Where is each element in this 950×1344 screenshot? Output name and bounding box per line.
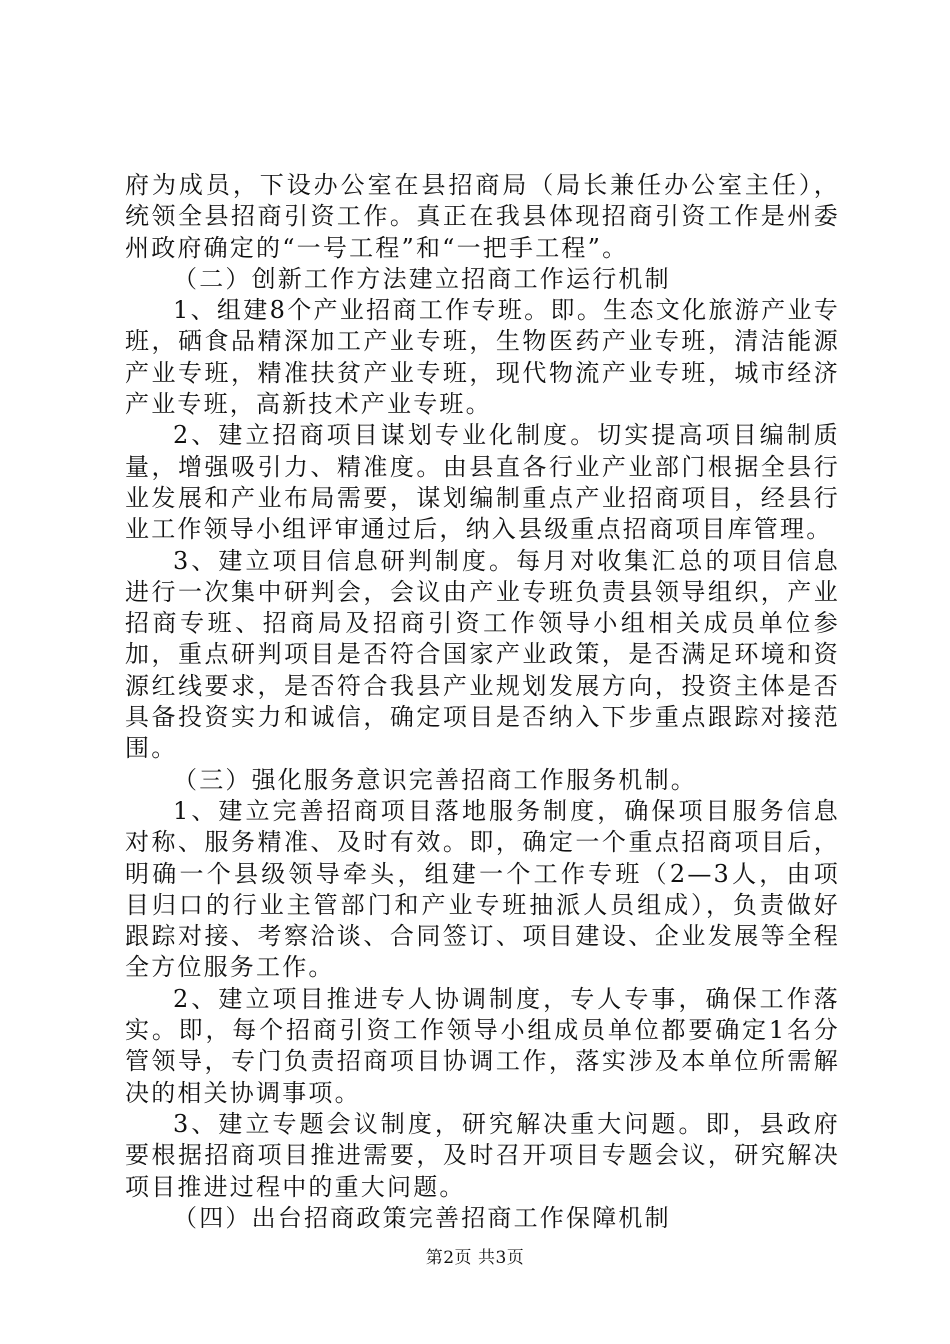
section-heading-3: （三）强化服务意识完善招商工作服务机制。 — [173, 765, 697, 794]
paragraph-item-3-3: 3、建立专题会议制度，研究解决重大问题。即，县政府要根据招商项目推进需要，及时召开项目专题会议，研究解决项目推进过程中的重大问题。 — [125, 1109, 840, 1201]
section-heading-4: （四）出台招商政策完善招商工作保障机制 — [173, 1203, 671, 1232]
paragraph-item-3-1: 1、建立完善招商项目落地服务制度，确保项目服务信息对称、服务精准、及时有效。即，确定一个重点招商项目后，明确一个县级领导牵头，组建一个工作专班（2—3人，由项目归口的行业主管部门和产业专班抽派人员组成），负责做好跟踪对接、考察洽谈、合同签订、项目建设、企业发展等全程全方位服务工作。 — [125, 796, 840, 982]
paragraph-item-2-3: 3、建立项目信息研判制度。每月对收集汇总的项目信息进行一次集中研判会，会议由产业专班负责县领导组织，产业招商专班、招商局及招商引资工作领导小组相关成员单位参加，重点研判项目是否符合国家产业政策，是否满足环境和资源红线要求，是否符合我县产业规划发展方向，投资主体是否具备投资实力和诚信，确定项目是否纳入下步重点跟踪对接范围。 — [125, 546, 840, 763]
page-footer: 第2页 共3页 — [425, 1248, 525, 1268]
section-heading-2: （二）创新工作方法建立招商工作运行机制 — [173, 264, 671, 293]
paragraph-continuation: 府为成员，下设办公室在县招商局（局长兼任办公室主任），统领全县招商引资工作。真正在我县体现招商引资工作是州委州政府确定的“一号工程”和“一把手工程”。 — [125, 171, 840, 262]
document-body — [125, 170, 840, 1234]
paragraph-item-3-2: 2、建立项目推进专人协调制度，专人专事，确保工作落实。即，每个招商引资工作领导小组成员单位都要确定1名分管领导，专门负责招商项目协调工作，落实涉及本单位所需解决的相关协调事项。 — [125, 984, 840, 1107]
paragraph-item-2-1: 1、组建8个产业招商工作专班。即。生态文化旅游产业专班，硒食品精深加工产业专班，生物医药产业专班，清洁能源产业专班，精准扶贫产业专班，现代物流产业专班，城市经济产业专班，高新技术产业专班。 — [125, 296, 840, 419]
paragraph-item-2-2: 2、建立招商项目谋划专业化制度。切实提高项目编制质量，增强吸引力、精准度。由县直各行业产业部门根据全县行业发展和产业布局需要，谋划编制重点产业招商项目，经县行业工作领导小组评审通过后，纳入县级重点招商项目库管理。 — [125, 421, 840, 544]
